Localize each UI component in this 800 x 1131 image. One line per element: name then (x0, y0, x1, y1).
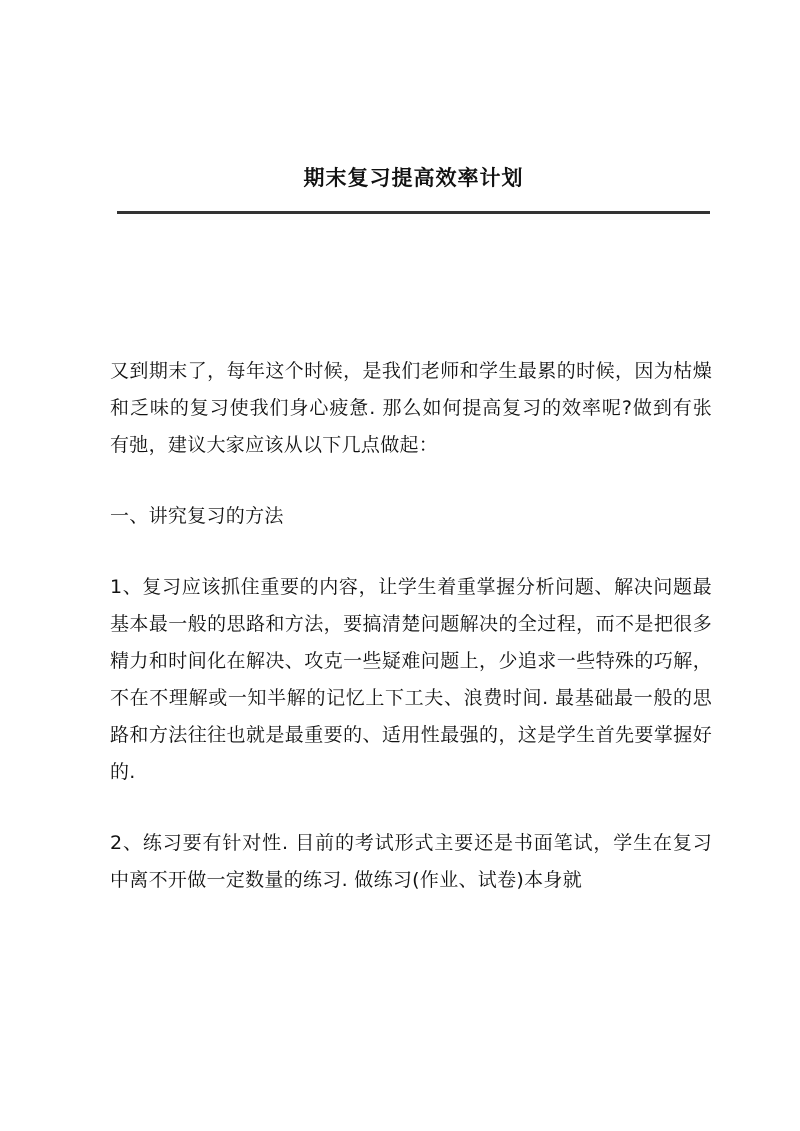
point-1-paragraph: 1、复习应该抓住重要的内容，让学生着重掌握分析问题、解决问题最基本最一般的思路和方法，要搞清楚问题解决的全过程，而不是把很多精力和时间化在解决、攻克一些疑难问题上，少追求一些特殊的巧解，不在不理解或一知半解的记忆上下工夫、浪费时间. 最基础最一般的思路和方法往往也就是最重要的、适用性最强的，这是学生首先要掌握好的. (110, 576, 712, 783)
section-heading: 一、讲究复习的方法 (110, 505, 284, 527)
title-underline (117, 211, 710, 214)
document-title: 期末复习提高效率计划 (303, 165, 524, 190)
point-2-paragraph: 2、练习要有针对性. 目前的考试形式主要还是书面笔试，学生在复习中离不开做一定数量的练习. 做练习(作业、试卷)本身就 (110, 832, 712, 891)
document-body (110, 353, 712, 933)
intro-paragraph: 又到期末了，每年这个时候，是我们老师和学生最累的时候，因为枯燥和乏味的复习使我们身心疲惫. 那么如何提高复习的效率呢?做到有张有弛，建议大家应该从以下几点做起： (110, 360, 712, 456)
